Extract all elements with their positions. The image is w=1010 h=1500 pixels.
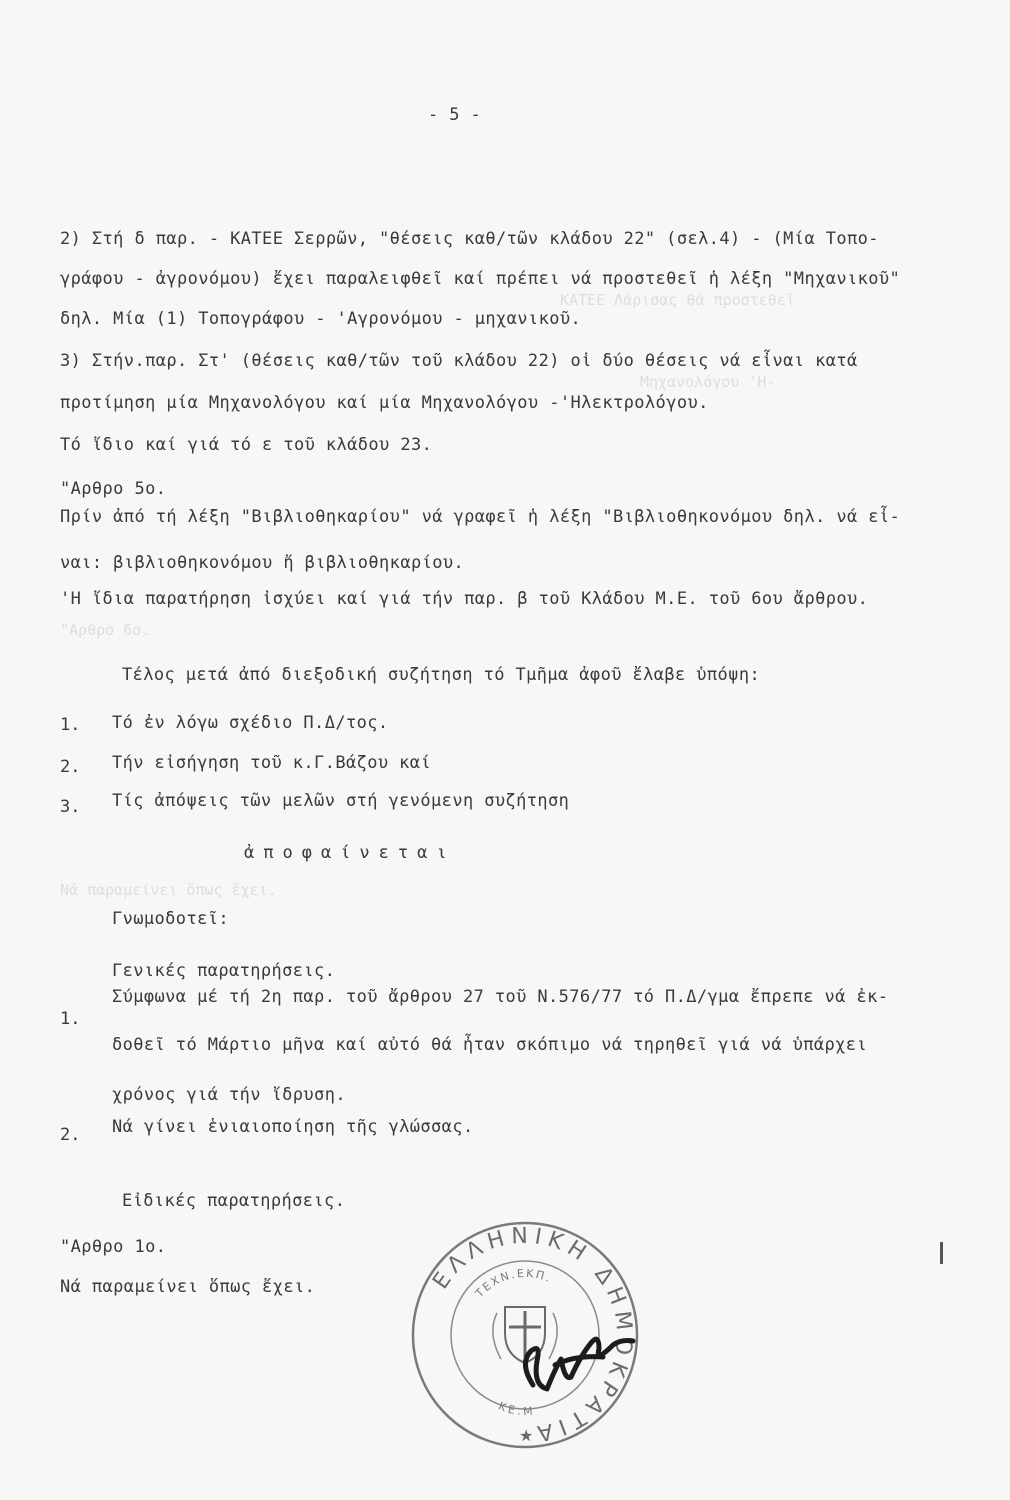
- list-number: 1.: [60, 715, 81, 735]
- list-item: Σύμφωνα μέ τή 2η παρ. τοῦ ἄρθρου 27 τοῦ Ν.576/77 τό Π.Δ/γμα ἔπρεπε νά ἐκ-: [112, 987, 889, 1007]
- page-number: - 5 -: [428, 105, 482, 125]
- text-line: Πρίν ἀπό τή λέξη "Βιβλιοθηκαρίου" νά γραφεῖ ἡ λέξη "Βιβλιοθηκονόμου δηλ. νά εἶ-: [60, 507, 901, 527]
- bleed-through-text: Νά παραμείνει ὅπως ἔχει.: [60, 881, 277, 899]
- seal-ring-text: ΕΛΛΗΝΙΚΗ ΔΗΜΟΚΡΑΤΙΑ: [428, 1223, 637, 1447]
- list-number: 1.: [60, 1009, 81, 1029]
- section-heading: Γνωμοδοτεῖ:: [112, 909, 229, 929]
- list-item: Τίς ἀπόψεις τῶν μελῶν στή γενόμενη συζήτηση: [112, 791, 570, 811]
- svg-text:★: ★: [519, 1426, 534, 1445]
- seal-bottom-text: ΚΕ.Μ: [496, 1399, 537, 1419]
- text-line: 2) Στή δ παρ. - ΚΑΤΕΕ Σερρῶν, "θέσεις καθ/τῶν κλάδου 22" (σελ.4) - (Μία Τοπο-: [60, 229, 879, 249]
- list-number: 3.: [60, 797, 81, 817]
- bleed-through-text: "Αρθρο 6ο.: [60, 621, 151, 639]
- svg-text:ΤΕΧΝ.ΕΚΠ.: [472, 1267, 554, 1301]
- bleed-through-text: Μηχανολόγου 'Η-: [640, 373, 776, 391]
- official-seal-icon: [405, 1215, 645, 1455]
- svg-text:ΚΕ.Μ: [497, 1399, 537, 1418]
- coat-of-arms-icon: [493, 1307, 557, 1363]
- text-line: χρόνος γιά τήν ἴδρυση.: [112, 1085, 346, 1105]
- seal-inner-text: ΤΕΧΝ.ΕΚΠ.: [472, 1266, 555, 1300]
- text-line: 'Η ἴδια παρατήρηση ἰσχύει καί γιά τήν παρ. β τοῦ Κλάδου Μ.Ε. τοῦ 6ου ἄρθρου.: [60, 589, 869, 609]
- list-number: 2.: [60, 1125, 81, 1145]
- text-line: δηλ. Μία (1) Τοπογράφου - 'Αγρονόμου - μηχανικοῦ.: [60, 309, 582, 329]
- article-heading: "Αρθρο 1ο.: [60, 1237, 167, 1257]
- article-heading: "Αρθρο 5ο.: [60, 479, 167, 499]
- list-item: Νά γίνει ἑνιαιοποίηση τῆς γλώσσας.: [112, 1117, 474, 1137]
- bleed-through-text: ΚΑΤΕΕ Λάρισας θά προστεθεῖ: [560, 291, 795, 309]
- section-heading: Γενικές παρατηρήσεις.: [112, 961, 336, 981]
- text-line: ναι: βιβλιοθηκονόμου ἤ βιβλιοθηκαρίου.: [60, 553, 465, 573]
- decision-heading: ἀποφαίνεται: [244, 843, 456, 863]
- list-item: Τήν εἰσήγηση τοῦ κ.Γ.Βάζου καί: [112, 753, 432, 773]
- text-line: 3) Στήν.παρ. Στ' (θέσεις καθ/τῶν τοῦ κλάδου 22) οἱ δύο θέσεις νά εἶναι κατά: [60, 351, 858, 371]
- text-line: Τό ἴδιο καί γιά τό ε τοῦ κλάδου 23.: [60, 435, 433, 455]
- margin-mark: [940, 1242, 943, 1264]
- text-line: δοθεῖ τό Μάρτιο μῆνα καί αὐτό θά ἦταν σκόπιμο νά τηρηθεῖ γιά νά ὑπάρχει: [112, 1035, 868, 1055]
- text-line: γράφου - ἀγρονόμου) ἔχει παραλειφθεῖ καί πρέπει νά προστεθεῖ ἡ λέξη "Μηχανικοῦ": [60, 269, 901, 289]
- list-number: 2.: [60, 757, 81, 777]
- text-line: Τέλος μετά ἀπό διεξοδική συζήτηση τό Τμῆμα ἀφοῦ ἔλαβε ὑπόψη:: [122, 665, 761, 685]
- section-heading: Εἰδικές παρατηρήσεις.: [122, 1191, 346, 1211]
- text-line: προτίμηση μία Μηχανολόγου καί μία Μηχανολόγου -'Ηλεκτρολόγου.: [60, 393, 709, 413]
- text-line: Νά παραμείνει ὅπως ἔχει.: [60, 1277, 316, 1297]
- list-item: Τό ἐν λόγω σχέδιο Π.Δ/τος.: [112, 713, 389, 733]
